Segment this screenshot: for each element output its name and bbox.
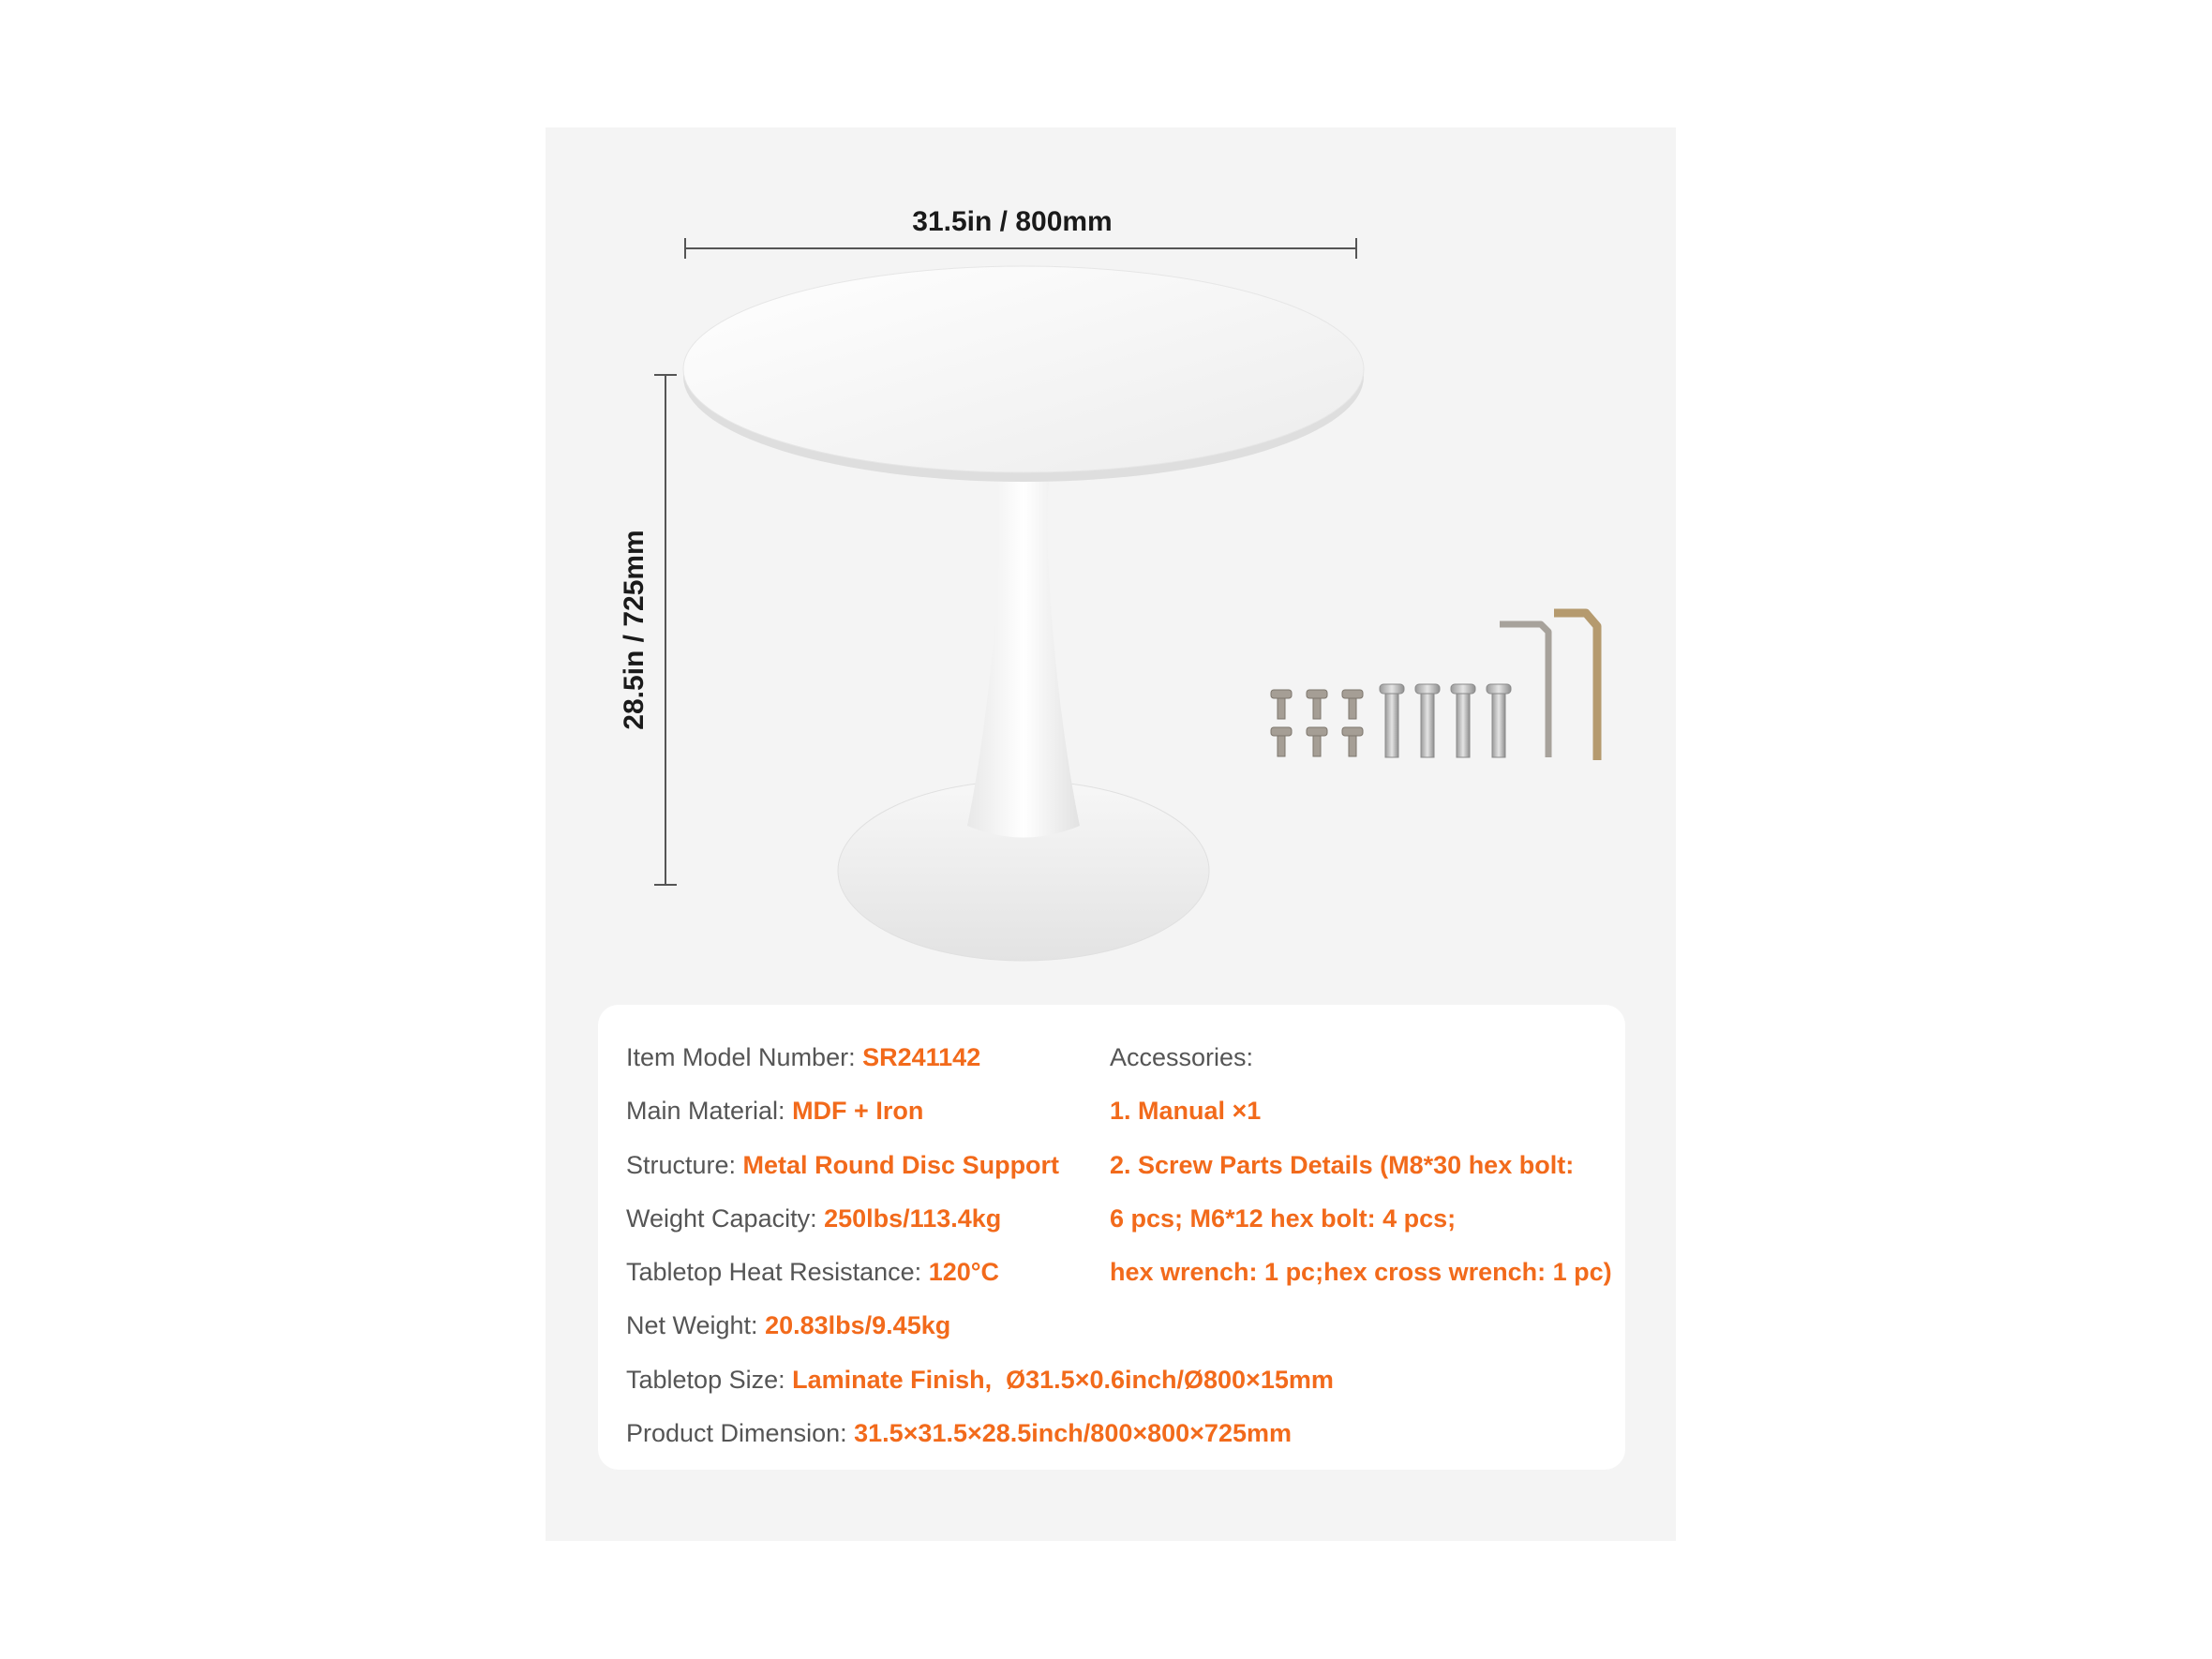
spec-value: 20.83lbs/9.45kg <box>765 1311 951 1340</box>
accessory-line: hex wrench: 1 pc;hex cross wrench: 1 pc) <box>1110 1258 1612 1287</box>
spec-value: 31.5×31.5×28.5inch/800×800×725mm <box>854 1419 1292 1448</box>
height-dimension <box>619 375 677 885</box>
spec-value: MDF + Iron <box>792 1097 924 1126</box>
spec-value: 120°C <box>928 1258 1000 1287</box>
spec-value: Laminate Finish, Ø31.5×0.6inch/Ø800×15mm <box>792 1365 1334 1394</box>
accessory-line: 6 pcs; M6*12 hex bolt: 4 pcs; <box>1110 1203 1457 1233</box>
spec-item-model <box>626 1031 1095 1084</box>
spec-label: Product Dimension: <box>626 1419 855 1448</box>
accessory-line: 2. Screw Parts Details (M8*30 hex bolt: <box>1110 1150 1575 1179</box>
spec-heat-resistance <box>626 1246 1095 1299</box>
accessories-list <box>1110 1031 1616 1299</box>
spec-label: Net Weight: <box>626 1311 766 1340</box>
spec-label: Structure: <box>626 1150 743 1179</box>
spec-structure <box>626 1139 1095 1192</box>
hardware-accessories-icon <box>1271 613 1597 760</box>
spec-tabletop-size <box>626 1353 1334 1407</box>
round-table-icon <box>683 266 1364 961</box>
accessories-heading: Accessories: <box>1110 1043 1254 1071</box>
spec-net-weight <box>626 1299 1095 1353</box>
product-panel <box>546 127 1676 1541</box>
width-dimension <box>685 206 1356 259</box>
spec-weight-capacity <box>626 1192 1095 1246</box>
spec-label: Item Model Number: <box>626 1043 863 1071</box>
spec-main-material <box>626 1084 1095 1138</box>
product-illustration <box>546 127 1676 1009</box>
spec-label: Tabletop Size: <box>626 1365 793 1394</box>
spec-value: 250lbs/113.4kg <box>824 1203 1002 1233</box>
accessory-line: 1. Manual ×1 <box>1110 1097 1262 1126</box>
spec-label: Weight Capacity: <box>626 1203 825 1233</box>
width-label: 31.5in / 800mm <box>912 206 1113 237</box>
height-label: 28.5in / 725mm <box>619 530 650 730</box>
spec-label: Main Material: <box>626 1097 793 1126</box>
spec-card <box>598 1005 1625 1470</box>
spec-product-dimension <box>626 1407 1292 1460</box>
spec-value: SR241142 <box>862 1043 981 1071</box>
spec-value: Metal Round Disc Support <box>742 1150 1060 1179</box>
spec-label: Tabletop Heat Resistance: <box>626 1258 929 1287</box>
